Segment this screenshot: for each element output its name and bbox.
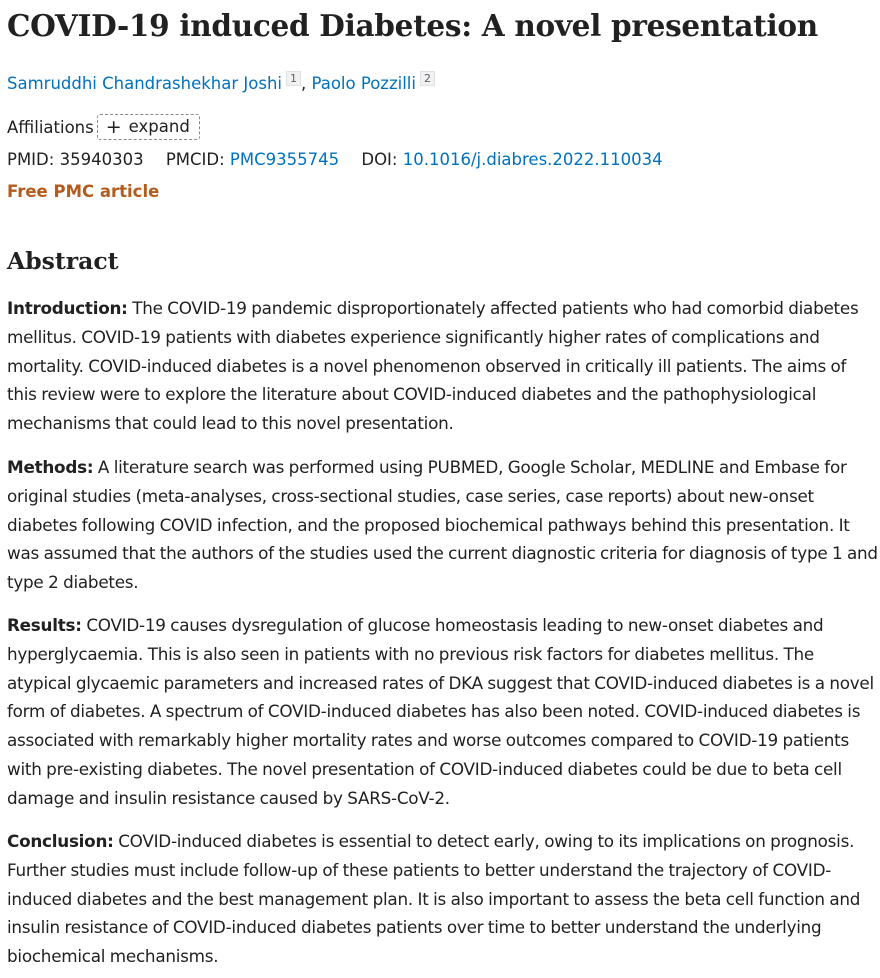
pmcid-link[interactable]: PMC9355745 bbox=[229, 150, 340, 169]
article-title: COVID-19 induced Diabetes: A novel presentation bbox=[7, 8, 818, 43]
section-label: Conclusion: bbox=[7, 831, 114, 851]
free-pmc-article-badge: Free PMC article bbox=[7, 182, 160, 201]
section-label: Results: bbox=[7, 615, 82, 635]
identifiers-row bbox=[7, 150, 663, 169]
doi-label: DOI: bbox=[361, 150, 398, 169]
section-text: The COVID-19 pandemic disproportionately affected patients who had comorbid diabetes mellitus. COVID-19 patients with diabetes experience significantly higher rates of complications and mortality. COVID-induced diabetes is a novel phenomenon observed in critically ill patients. The aims of this review were to explore the literature about COVID-induced diabetes and the pathophysiological mechanisms that could lead to this novel presentation. bbox=[7, 298, 859, 434]
section-label: Methods: bbox=[7, 457, 94, 477]
expand-affiliations-button[interactable] bbox=[97, 114, 200, 140]
affiliations-label: Affiliations bbox=[7, 117, 94, 137]
affiliation-ref[interactable]: 1 bbox=[286, 71, 301, 86]
pmid-value: 35940303 bbox=[59, 150, 144, 169]
abstract-results bbox=[7, 611, 879, 813]
section-label: Introduction: bbox=[7, 298, 128, 318]
pmcid-label: PMCID: bbox=[165, 150, 225, 169]
affiliation-ref[interactable]: 2 bbox=[420, 71, 435, 86]
author-link[interactable]: Paolo Pozzilli bbox=[311, 74, 416, 93]
plus-icon: + bbox=[105, 115, 122, 138]
abstract-methods bbox=[7, 453, 879, 597]
author-separator: , bbox=[301, 74, 307, 93]
expand-label: expand bbox=[128, 117, 190, 136]
author-link[interactable]: Samruddhi Chandrashekhar Joshi bbox=[7, 74, 283, 93]
abstract-introduction bbox=[7, 294, 879, 438]
section-text: COVID-induced diabetes is essential to detect early, owing to its implications on prognosis. Further studies must include follow-up of these patients to better understand the trajectory of COVID-induced diabetes and the best management plan. It is also important to assess the beta cell function and insulin resistance of COVID-induced diabetes patients over time to better understand the underlying biochemical mechanisms. bbox=[7, 831, 861, 967]
pmid-label: PMID: bbox=[7, 150, 55, 169]
affiliations-row bbox=[7, 114, 200, 140]
author-list bbox=[7, 74, 435, 93]
abstract-conclusion bbox=[7, 827, 879, 971]
abstract-heading: Abstract bbox=[7, 247, 119, 275]
section-text: A literature search was performed using PUBMED, Google Scholar, MEDLINE and Embase for original studies (meta-analyses, cross-sectional studies, case series, case reports) about new-onset diabetes following COVID infection, and the proposed biochemical pathways behind this presentation. It was assumed that the authors of the studies used the current diagnostic criteria for diagnosis of type 1 and type 2 diabetes. bbox=[7, 457, 878, 593]
section-text: COVID-19 causes dysregulation of glucose homeostasis leading to new-onset diabetes and hyperglycaemia. This is also seen in patients with no previous risk factors for diabetes mellitus. The atypical glycaemic parameters and increased rates of DKA suggest that COVID-induced diabetes is a novel form of diabetes. A spectrum of COVID-induced diabetes has also been noted. COVID-induced diabetes is associated with remarkably higher mortality rates and worse outcomes compared to COVID-19 patients with pre-existing diabetes. The novel presentation of COVID-induced diabetes could be due to beta cell damage and insulin resistance caused by SARS-CoV-2. bbox=[7, 615, 874, 808]
doi-link[interactable]: 10.1016/j.diabres.2022.110034 bbox=[402, 150, 663, 169]
